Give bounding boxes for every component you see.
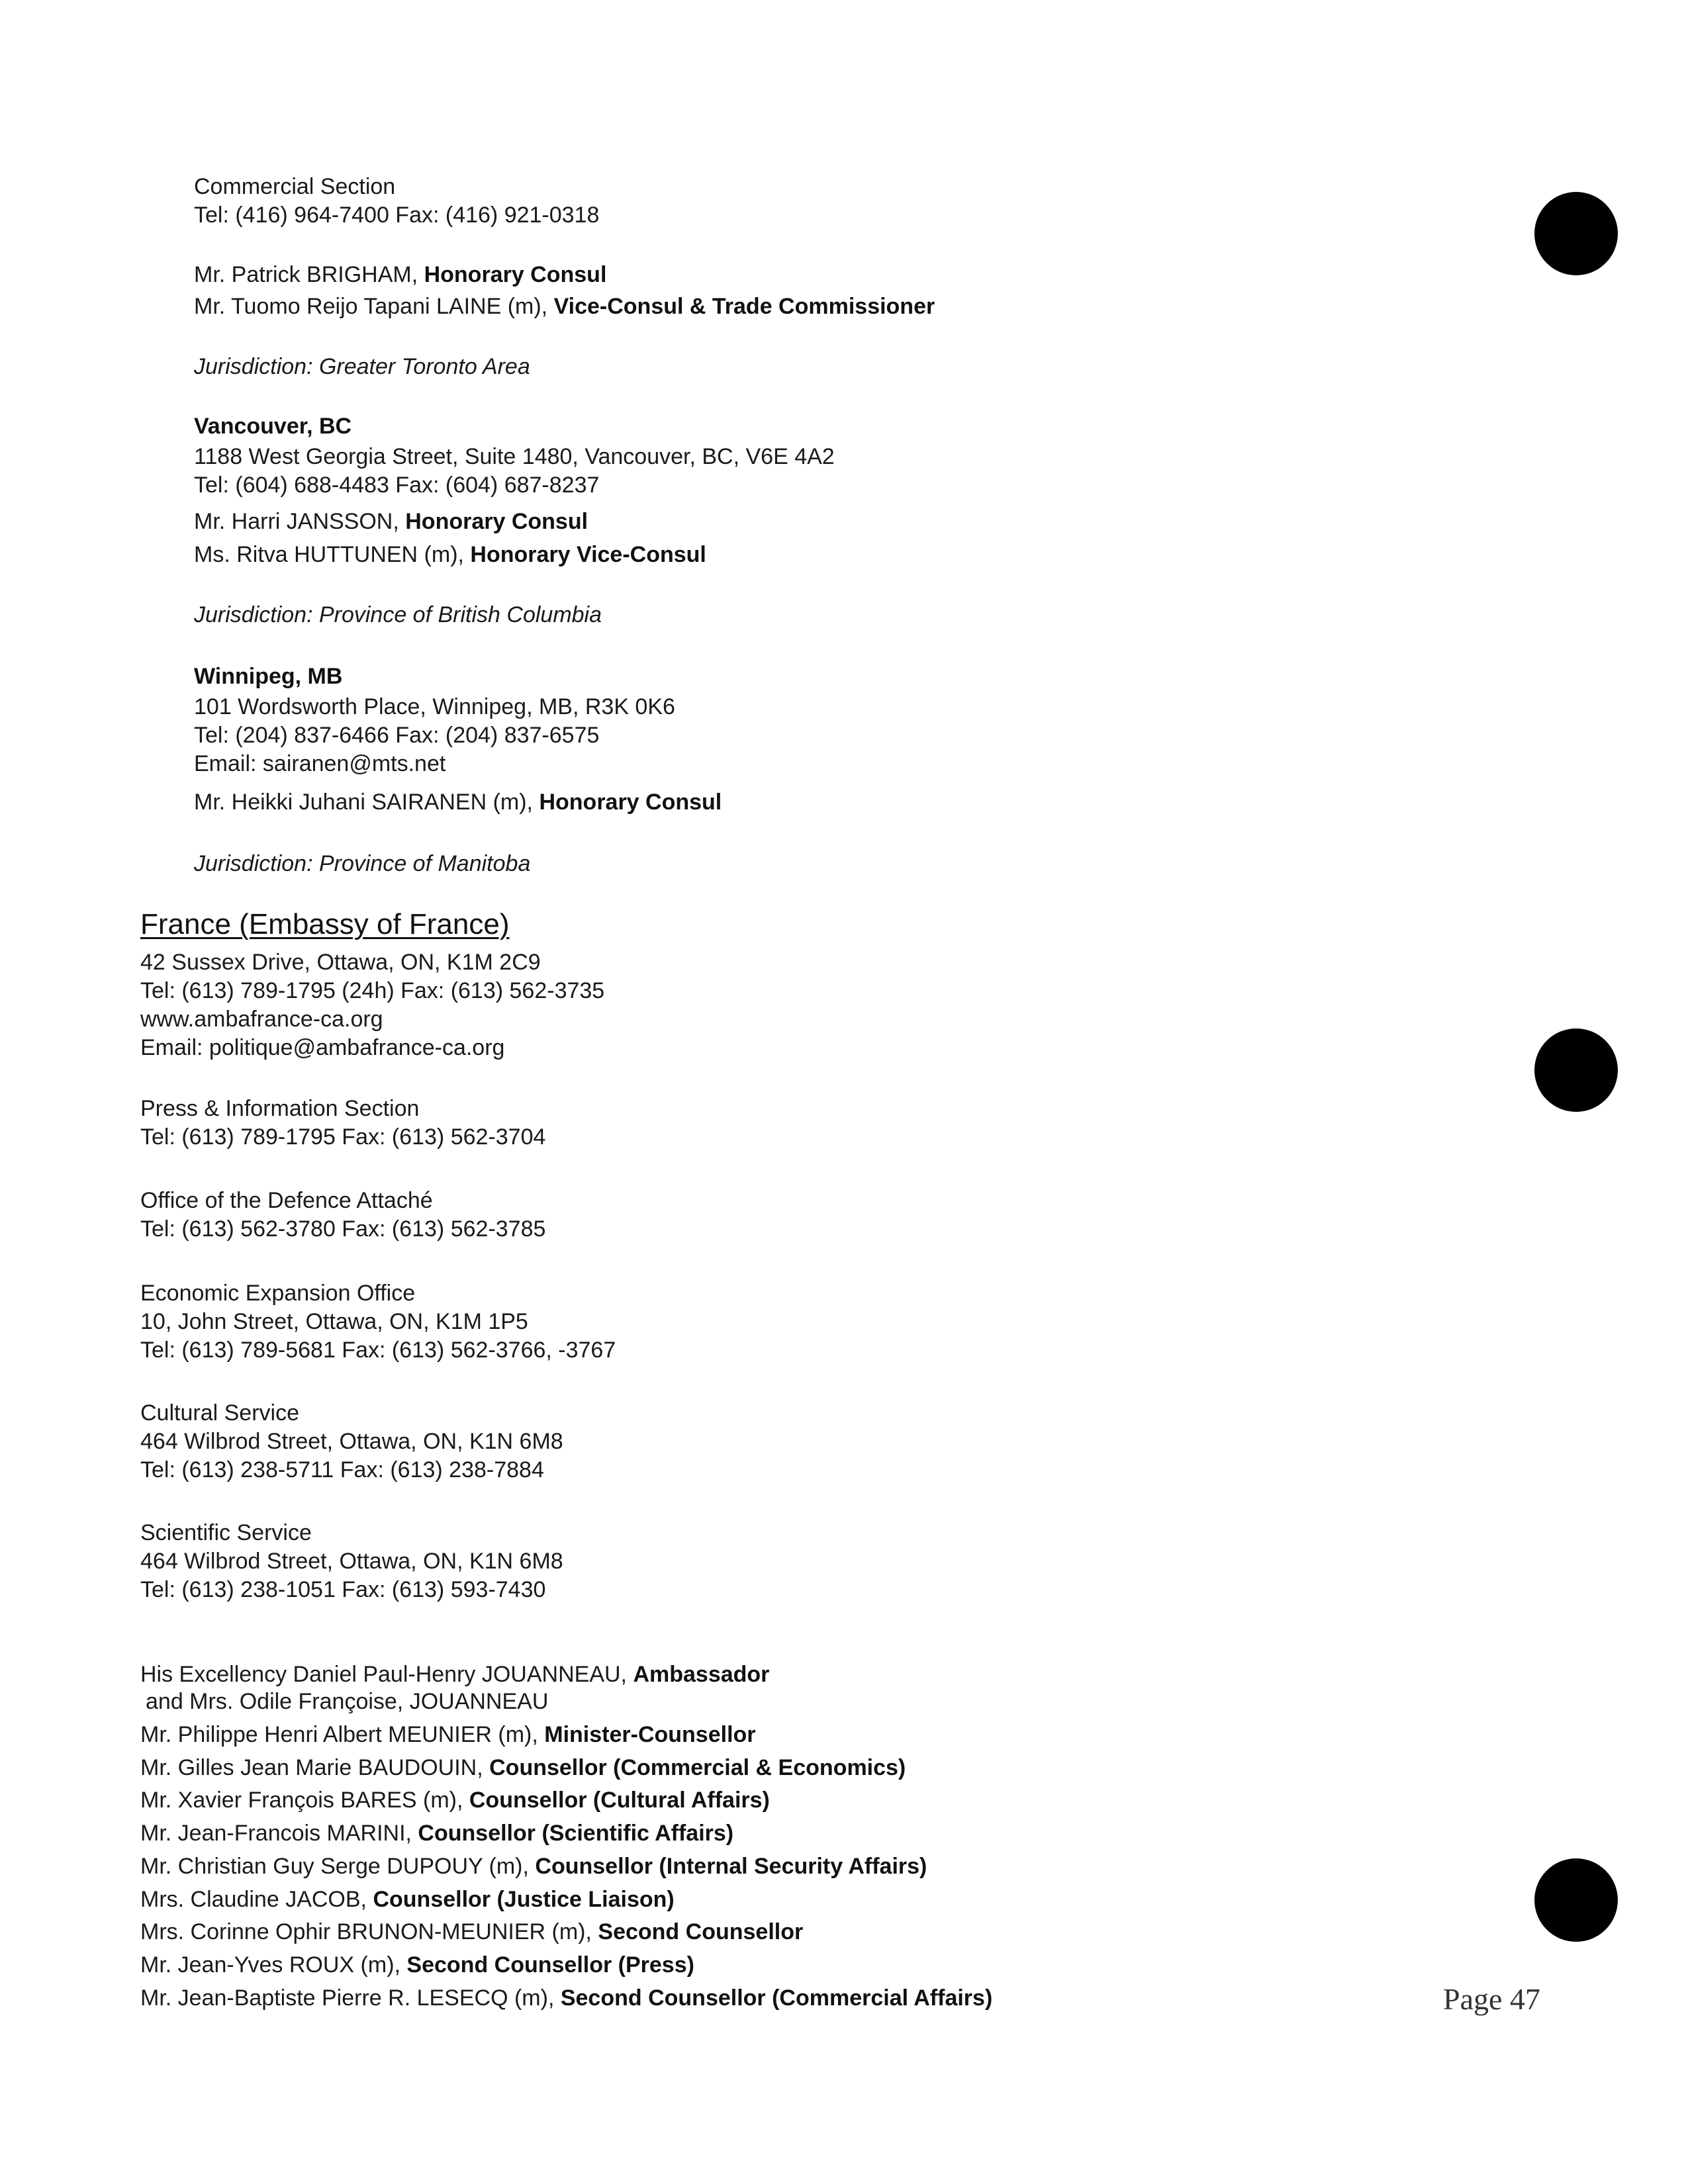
france-address: 42 Sussex Drive, Ottawa, ON, K1M 2C9 [140, 950, 541, 975]
staff-line [140, 1754, 906, 1781]
staff-title: Vice-Consul & Trade Commissioner [553, 294, 935, 319]
ambassador-spouse: and Mrs. Odile Françoise, JOUANNEAU [146, 1689, 549, 1714]
staff-name: Mrs. Corinne Ophir BRUNON-MEUNIER (m), [140, 1919, 598, 1944]
vancouver-staff-line [194, 508, 588, 535]
staff-title: Minister-Counsellor [544, 1722, 756, 1747]
staff-title: Second Counsellor (Commercial Affairs) [560, 1985, 993, 2011]
section-name: Scientific Service [140, 1520, 312, 1545]
staff-title: Second Counsellor (Press) [406, 1952, 694, 1978]
section-name: Office of the Defence Attaché [140, 1188, 433, 1213]
punch-hole-top [1534, 192, 1618, 275]
section-line: Tel: (613) 562-3780 Fax: (613) 562-3785 [140, 1216, 546, 1242]
toronto-staff-line [194, 293, 935, 320]
punch-hole-middle [1534, 1028, 1618, 1112]
section-name: Press & Information Section [140, 1096, 420, 1121]
staff-title: Counsellor (Internal Security Affairs) [535, 1854, 927, 1879]
staff-name: Mr. Jean-Francois MARINI, [140, 1821, 418, 1846]
vancouver-address: 1188 West Georgia Street, Suite 1480, Vancouver, BC, V6E 4A2 [194, 444, 835, 469]
section-name: Economic Expansion Office [140, 1281, 416, 1306]
staff-title: Counsellor (Commercial & Economics) [489, 1755, 906, 1780]
staff-title: Counsellor (Cultural Affairs) [469, 1788, 770, 1813]
punch-hole-bottom [1534, 1858, 1618, 1942]
staff-title: Honorary Consul [539, 790, 722, 815]
vancouver-tel: Tel: (604) 688-4483 Fax: (604) 687-8237 [194, 473, 600, 498]
section-line: 464 Wilbrod Street, Ottawa, ON, K1N 6M8 [140, 1429, 563, 1454]
toronto-section-name: Commercial Section [194, 174, 396, 199]
staff-title: Counsellor (Scientific Affairs) [418, 1821, 734, 1846]
winnipeg-city-heading: Winnipeg, MB [194, 664, 343, 689]
staff-title: Counsellor (Justice Liaison) [373, 1887, 675, 1912]
winnipeg-jurisdiction: Jurisdiction: Province of Manitoba [194, 851, 531, 876]
vancouver-jurisdiction: Jurisdiction: Province of British Columbia [194, 602, 602, 627]
staff-title: Second Counsellor [598, 1919, 804, 1944]
section-name: Cultural Service [140, 1400, 299, 1426]
section-line: Tel: (613) 238-5711 Fax: (613) 238-7884 [140, 1457, 544, 1482]
page-number: Page 47 [1443, 1982, 1540, 2016]
toronto-jurisdiction: Jurisdiction: Greater Toronto Area [194, 354, 530, 379]
staff-name: Mr. Jean-Yves ROUX (m), [140, 1952, 407, 1978]
vancouver-city-heading: Vancouver, BC [194, 414, 352, 439]
winnipeg-tel: Tel: (204) 837-6466 Fax: (204) 837-6575 [194, 723, 600, 748]
staff-name: Mr. Tuomo Reijo Tapani LAINE (m), [194, 294, 554, 319]
staff-name: Mrs. Claudine JACOB, [140, 1887, 373, 1912]
france-tel: Tel: (613) 789-1795 (24h) Fax: (613) 562-3735 [140, 978, 605, 1003]
staff-name: Mr. Philippe Henri Albert MEUNIER (m), [140, 1722, 545, 1747]
staff-name: Mr. Heikki Juhani SAIRANEN (m), [194, 790, 539, 815]
staff-name: His Excellency Daniel Paul-Henry JOUANNEAU, [140, 1662, 633, 1687]
france-website: www.ambafrance-ca.org [140, 1007, 383, 1032]
staff-line [140, 1721, 756, 1748]
staff-name: Ms. Ritva HUTTUNEN (m), [194, 542, 471, 567]
staff-name: Mr. Xavier François BARES (m), [140, 1788, 469, 1813]
staff-line [140, 1853, 927, 1880]
staff-name: Mr. Jean-Baptiste Pierre R. LESECQ (m), [140, 1985, 561, 2011]
staff-line [140, 1919, 803, 1945]
staff-name: Mr. Patrick BRIGHAM, [194, 262, 424, 287]
winnipeg-email: Email: sairanen@mts.net [194, 751, 446, 776]
section-line: Tel: (613) 238-1051 Fax: (613) 593-7430 [140, 1577, 546, 1602]
staff-name: Mr. Gilles Jean Marie BAUDOUIN, [140, 1755, 490, 1780]
toronto-staff-line [194, 261, 606, 288]
staff-line [140, 1820, 733, 1846]
staff-name: Mr. Harri JANSSON, [194, 509, 406, 534]
winnipeg-staff-line [194, 789, 722, 815]
section-line: 10, John Street, Ottawa, ON, K1M 1P5 [140, 1309, 528, 1334]
staff-title: Honorary Vice-Consul [470, 542, 706, 567]
toronto-tel: Tel: (416) 964-7400 Fax: (416) 921-0318 [194, 203, 600, 228]
staff-title: Ambassador [633, 1662, 770, 1687]
section-line: Tel: (613) 789-5681 Fax: (613) 562-3766, -3767 [140, 1338, 616, 1363]
ambassador-line [140, 1661, 769, 1688]
france-email: Email: politique@ambafrance-ca.org [140, 1035, 505, 1060]
section-line: Tel: (613) 789-1795 Fax: (613) 562-3704 [140, 1124, 546, 1150]
winnipeg-address: 101 Wordsworth Place, Winnipeg, MB, R3K 0K6 [194, 694, 675, 719]
staff-title: Honorary Consul [424, 262, 607, 287]
staff-line [140, 1787, 770, 1813]
staff-line [140, 1952, 694, 1978]
country-heading-france: France (Embassy of France) [140, 908, 510, 940]
staff-name: Mr. Christian Guy Serge DUPOUY (m), [140, 1854, 536, 1879]
vancouver-staff-line [194, 541, 706, 568]
staff-title: Honorary Consul [405, 509, 588, 534]
section-line: 464 Wilbrod Street, Ottawa, ON, K1N 6M8 [140, 1549, 563, 1574]
staff-line [140, 1886, 675, 1913]
staff-line [140, 1985, 992, 2011]
